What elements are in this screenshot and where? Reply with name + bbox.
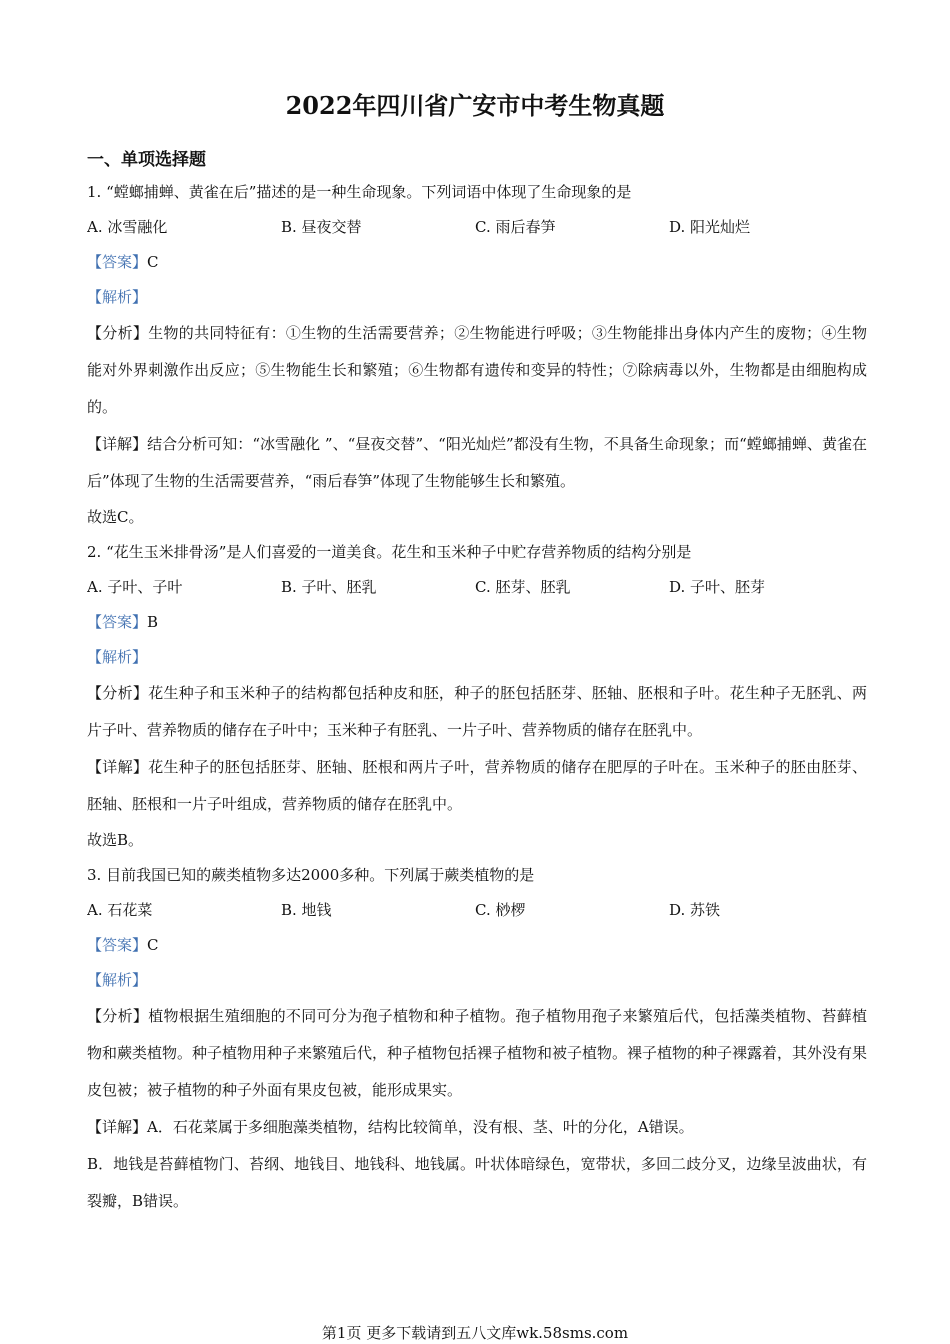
option-c: C. 桫椤 <box>475 901 526 919</box>
option-b: B. 子叶、胚乳 <box>281 578 377 596</box>
document-body <box>87 145 867 1220</box>
answer-value: C <box>147 936 159 954</box>
option-b: B. 地钱 <box>281 901 332 919</box>
xiangjie-paragraph <box>87 426 867 500</box>
answer-line <box>87 605 867 640</box>
page-footer: 第1页 更多下载请到五八文库wk.58sms.com <box>321 1324 629 1342</box>
option-a: A. 石花菜 <box>87 901 153 919</box>
fenxi-text: 花生种子和玉米种子的结构都包括种皮和胚，种子的胚包括胚芽、胚轴、胚根和子叶。花生种子无胚乳、两片子叶、营养物质的储存在子叶中；玉米种子有胚乳、一片子叶、营养物质的储存在胚乳中。 <box>87 684 867 739</box>
fenxi-paragraph <box>87 315 867 426</box>
option-d: D. 子叶、胚芽 <box>669 578 766 596</box>
question-1 <box>87 175 867 535</box>
option-d: D. 阳光灿烂 <box>669 218 751 236</box>
xiangjie-tag: 【详解】 <box>87 1118 148 1136</box>
option-c: C. 雨后春笋 <box>475 218 556 236</box>
page-title: 2022年四川省广安市中考生物真题 <box>285 91 665 120</box>
xiangjie-paragraph <box>87 1109 867 1146</box>
answer-line <box>87 928 867 963</box>
question-stem: 1. “螳螂捕蝉、黄雀在后”描述的是一种生命现象。下列词语中体现了生命现象的是 <box>87 183 632 201</box>
answer-line <box>87 245 867 280</box>
analysis-tag: 【解析】 <box>87 648 148 666</box>
fenxi-text: 生物的共同特征有：①生物的生活需要营养；②生物能进行呼吸；③生物能排出身体内产生的废物；④生物能对外界刺激作出反应；⑤生物能生长和繁殖；⑥生物都有遗传和变异的特性；⑦除病毒以外，生物都是由细胞构成的。 <box>87 324 867 416</box>
option-a: A. 子叶、子叶 <box>87 578 183 596</box>
fenxi-text: 植物根据生殖细胞的不同可分为孢子植物和种子植物。孢子植物用孢子来繁殖后代，包括藻类植物、苔藓植物和蕨类植物。种子植物用种子来繁殖后代，种子植物包括裸子植物和被子植物。裸子植物的种子裸露着，其外没有果皮包被；被子植物的种子外面有果皮包被，能形成果实。 <box>87 1007 868 1099</box>
answer-tag: 【答案】 <box>87 936 148 954</box>
fenxi-tag: 【分析】 <box>87 324 149 342</box>
question-stem: 2. “花生玉米排骨汤”是人们喜爱的一道美食。花生和玉米种子中贮存营养物质的结构分别是 <box>87 543 692 561</box>
xiangjie-tag: 【详解】 <box>87 435 148 453</box>
fenxi-tag: 【分析】 <box>87 1007 149 1025</box>
answer-tag: 【答案】 <box>87 253 148 271</box>
fenxi-tag: 【分析】 <box>87 684 149 702</box>
analysis-tag: 【解析】 <box>87 971 148 989</box>
fenxi-paragraph <box>87 998 867 1109</box>
option-c: C. 胚芽、胚乳 <box>475 578 571 596</box>
xiangjie-text: A．石花菜属于多细胞藻类植物，结构比较简单，没有根、茎、叶的分化，A错误。 <box>147 1118 694 1136</box>
answer-value: B <box>147 613 159 631</box>
section-heading: 一、单项选择题 <box>87 150 206 170</box>
question-3 <box>87 858 867 1220</box>
option-a: A. 冰雪融化 <box>87 218 168 236</box>
options-row <box>87 893 867 928</box>
option-d: D. 苏铁 <box>669 901 721 919</box>
conclusion: 故选C。 <box>87 508 144 526</box>
option-b: B. 昼夜交替 <box>281 218 362 236</box>
conclusion: 故选B。 <box>87 831 144 849</box>
xiangjie-text: 花生种子的胚包括胚芽、胚轴、胚根和两片子叶，营养物质的储存在肥厚的子叶在。玉米种子的胚由胚芽、胚轴、胚根和一片子叶组成，营养物质的储存在胚乳中。 <box>87 758 867 813</box>
xiangjie-paragraph <box>87 749 867 823</box>
answer-value: C <box>147 253 159 271</box>
xiangjie-text: 结合分析可知：“冰雪融化 ”、“昼夜交替”、“阳光灿烂”都没有生物，不具备生命现象；而“螳螂捕蝉、黄雀在后”体现了生物的生活需要营养，“雨后春笋”体现了生物能够生长和繁殖。 <box>87 435 867 490</box>
xiangjie-tag: 【详解】 <box>87 758 149 776</box>
options-row <box>87 570 867 605</box>
fenxi-paragraph <box>87 675 867 749</box>
question-2 <box>87 535 867 858</box>
xiangjie-continued: B．地钱是苔藓植物门、苔纲、地钱目、地钱科、地钱属。叶状体暗绿色，宽带状，多回二歧分叉，边缘呈波曲状，有裂瓣，B错误。 <box>87 1155 867 1210</box>
options-row <box>87 210 867 245</box>
analysis-tag: 【解析】 <box>87 288 148 306</box>
answer-tag: 【答案】 <box>87 613 148 631</box>
question-stem: 3. 目前我国已知的蕨类植物多达2000多种。下列属于蕨类植物的是 <box>87 866 535 884</box>
